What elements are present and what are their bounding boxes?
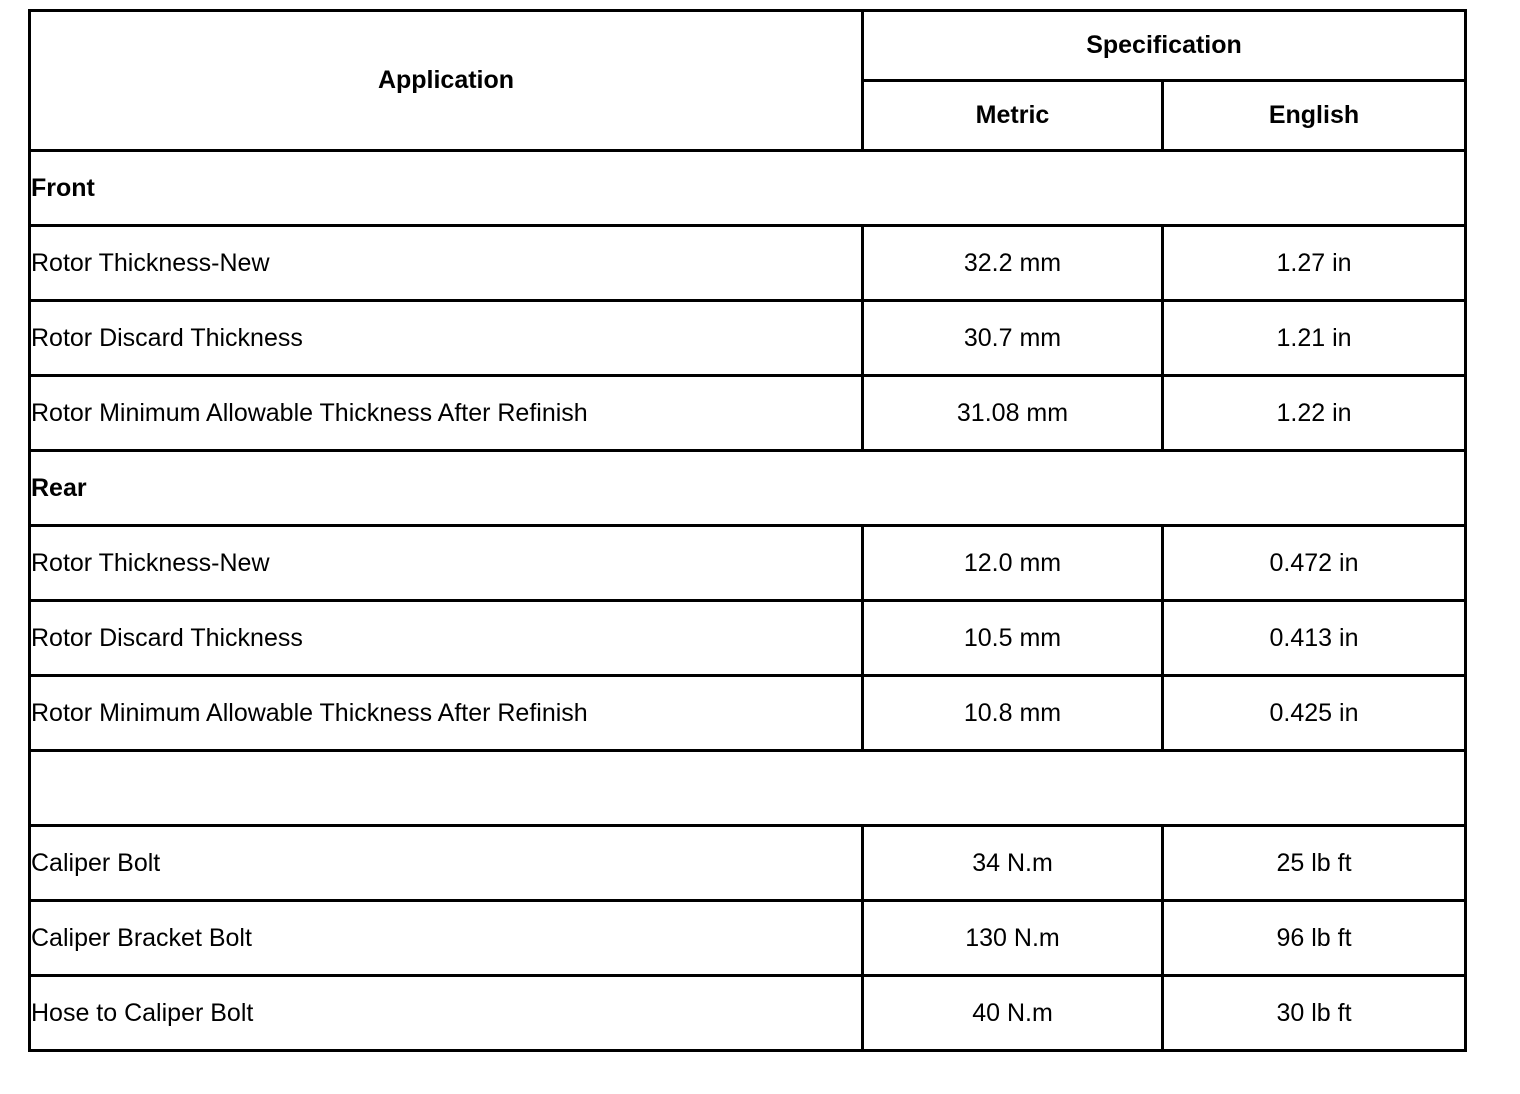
english-cell: 1.22 in <box>1163 376 1466 451</box>
application-cell: Rotor Discard Thickness <box>30 301 863 376</box>
english-cell: 1.27 in <box>1163 226 1466 301</box>
english-cell: 1.21 in <box>1163 301 1466 376</box>
specification-header: Specification <box>863 11 1466 81</box>
table-row <box>30 601 1466 676</box>
metric-cell: 10.5 mm <box>863 601 1163 676</box>
english-cell: 0.413 in <box>1163 601 1466 676</box>
table-row <box>30 676 1466 751</box>
metric-cell: 32.2 mm <box>863 226 1163 301</box>
application-cell: Rotor Thickness-New <box>30 526 863 601</box>
application-cell: Rotor Discard Thickness <box>30 601 863 676</box>
application-cell: Rotor Minimum Allowable Thickness After Refinish <box>30 376 863 451</box>
english-cell: 0.425 in <box>1163 676 1466 751</box>
english-header: English <box>1163 81 1466 151</box>
application-cell: Hose to Caliper Bolt <box>30 976 863 1051</box>
application-cell: Caliper Bolt <box>30 826 863 901</box>
metric-header: Metric <box>863 81 1163 151</box>
section-fasteners-title <box>30 751 1466 826</box>
table-row <box>30 976 1466 1051</box>
table-row <box>30 826 1466 901</box>
metric-cell: 12.0 mm <box>863 526 1163 601</box>
table-row <box>30 901 1466 976</box>
metric-cell: 40 N.m <box>863 976 1163 1051</box>
application-cell: Rotor Minimum Allowable Thickness After Refinish <box>30 676 863 751</box>
application-cell: Caliper Bracket Bolt <box>30 901 863 976</box>
application-cell: Rotor Thickness-New <box>30 226 863 301</box>
metric-cell: 31.08 mm <box>863 376 1163 451</box>
table-row <box>30 526 1466 601</box>
english-cell: 0.472 in <box>1163 526 1466 601</box>
section-front-title: Front <box>30 151 1466 226</box>
table-row <box>30 226 1466 301</box>
metric-cell: 10.8 mm <box>863 676 1163 751</box>
metric-cell: 34 N.m <box>863 826 1163 901</box>
section-rear-title: Rear <box>30 451 1466 526</box>
table-row <box>30 376 1466 451</box>
english-cell: 30 lb ft <box>1163 976 1466 1051</box>
specification-table <box>28 9 1467 1052</box>
application-header: Application <box>30 11 863 151</box>
english-cell: 96 lb ft <box>1163 901 1466 976</box>
english-cell: 25 lb ft <box>1163 826 1466 901</box>
metric-cell: 130 N.m <box>863 901 1163 976</box>
table-row <box>30 301 1466 376</box>
metric-cell: 30.7 mm <box>863 301 1163 376</box>
